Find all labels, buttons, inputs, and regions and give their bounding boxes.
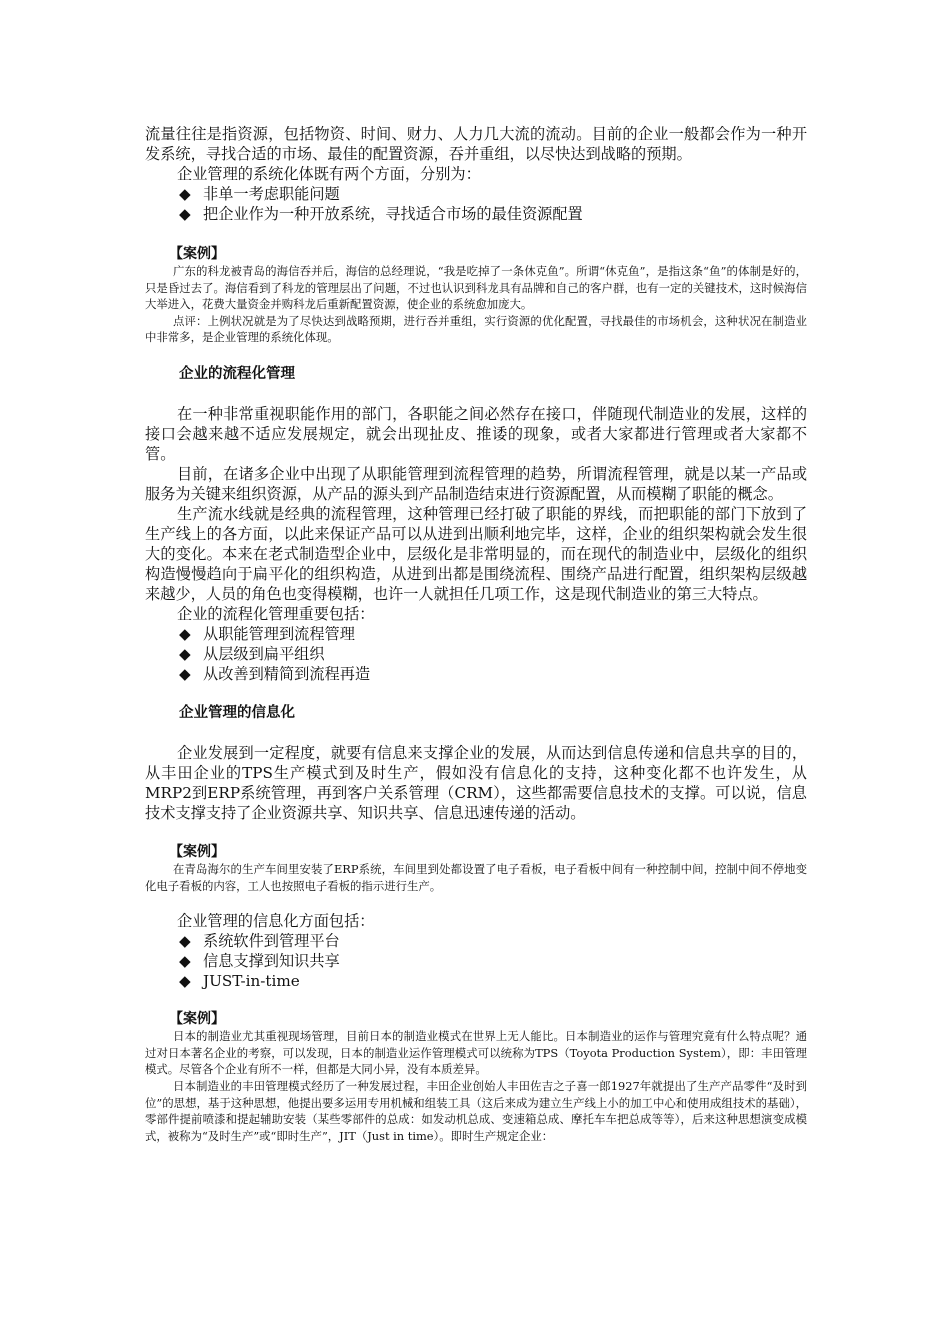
case-comment: 点评：上例状况就是为了尽快达到战略预期，进行吞并重组，实行资源的优化配置，寻找最佳的市场机会，这种状况在制造业中非常多，是企业管理的系统化体现。	[145, 313, 807, 345]
list-item: ◆ 非单一考虑职能问题	[179, 185, 340, 203]
paragraph: 在一种非常重视职能作用的部门，各职能之间必然存在接口，伴随现代制造业的发展，这样的接口会越来越不适应发展规定，就会出现扯皮、推诿的现象，或者大家都进行管理或者大家都不管。	[145, 404, 807, 463]
diamond-bullet-icon: ◆	[179, 932, 191, 951]
list-item: ◆ 把企业作为一种开放系统，寻找适合市场的最佳资源配置	[179, 205, 583, 223]
case-text: 日本的制造业尤其重视现场管理，目前日本的制造业模式在世界上无人能比。日本制造业的运作与管理究竟有什么特点呢？通过对日本著名企业的考察，可以发现，日本的制造业运作管理模式可以统称为TPS（Toyota Production System），即：丰田管理模式。尽管各个企业有所不一样，但都是大同小异，没有本质差异。	[145, 1029, 807, 1077]
document-page	[145, 124, 807, 1144]
diamond-bullet-icon: ◆	[179, 952, 191, 971]
section-heading: 企业的流程化管理	[179, 365, 295, 382]
case-text: 在青岛海尔的生产车间里安装了ERP系统，车间里到处都设置了电子看板，电子看板中间有一种控制中间，控制中间不停地变化电子看板的内容，工人也按照电子看板的指示进行生产。	[145, 861, 807, 893]
diamond-bullet-icon: ◆	[179, 664, 191, 683]
section2-lead: 企业的流程化管理重要包括：	[177, 604, 375, 623]
case-text: 广东的科龙被青岛的海信吞并后，海信的总经理说，“我是吃掉了一条休克鱼”。所谓“休克鱼”，是指这条“鱼”的体制是好的，只是昏过去了。海信看到了科龙的管理层出了问题，不过也认识到科龙具有品牌和自己的客户群，也有一定的关键技术，这时候海信大举进入，花费大量资金并购科龙后重新配置资源，使企业的系统愈加庞大。	[145, 264, 807, 312]
section1-lead: 企业管理的系统化体既有两个方面，分别为：	[177, 165, 481, 183]
list-item: ◆ 从职能管理到流程管理	[179, 624, 355, 643]
paragraph: 目前，在诸多企业中出现了从职能管理到流程管理的趋势，所谓流程管理，就是以某一产品或服务为关键来组织资源，从产品的源头到产品制造结束进行资源配置，从而模糊了职能的概念。	[145, 464, 807, 503]
diamond-bullet-icon: ◆	[179, 205, 191, 223]
case-title: 【案例】	[169, 1011, 225, 1028]
list-item: ◆ 信息支撑到知识共享	[179, 952, 340, 971]
section-heading: 企业管理的信息化	[179, 704, 295, 721]
paragraph: 企业发展到一定程度，就要有信息来支撑企业的发展，从而达到信息传递和信息共享的目的，从丰田企业的TPS生产模式到及时生产，假如没有信息化的支持，这种变化都不也许发生，从MRP2到ERP系统管理，再到客户关系管理（CRM），这些都需要信息技术的支撑。可以说，信息技术支撑支持了企业资源共享、知识共享、信息迅速传递的活动。	[145, 743, 807, 822]
paragraph: 生产流水线就是经典的流程管理，这种管理已经打破了职能的界线，而把职能的部门下放到了生产线上的各方面，以此来保证产品可以从进到出顺利地完毕，这样，企业的组织架构就会发生很大的变化。本来在老式制造型企业中，层级化是非常明显的，而在现代的制造业中，层级化的组织构造慢慢趋向于扁平化的组织构造，从进到出都是围绕流程、围绕产品进行配置，组织架构层级越来越少，人员的角色也变得模糊，也许一人就担任几项工作，这是现代制造业的第三大特点。	[145, 504, 807, 603]
diamond-bullet-icon: ◆	[179, 644, 191, 663]
list-item: ◆ 从改善到精简到流程再造	[179, 664, 371, 683]
list-item: ◆ JUST-in-time	[179, 972, 300, 991]
case-title: 【案例】	[169, 246, 225, 262]
list-item: ◆ 从层级到扁平组织	[179, 644, 325, 663]
diamond-bullet-icon: ◆	[179, 624, 191, 643]
list-item: ◆ 系统软件到管理平台	[179, 932, 340, 951]
section1-intro: 流量往往是指资源，包括物资、时间、财力、人力几大流的流动。目前的企业一般都会作为一种开发系统，寻找合适的市场、最佳的配置资源，吞并重组，以尽快达到战略的预期。	[145, 125, 807, 163]
diamond-bullet-icon: ◆	[179, 972, 191, 991]
section4-lead: 企业管理的信息化方面包括：	[177, 912, 375, 931]
diamond-bullet-icon: ◆	[179, 185, 191, 203]
case-text: 日本制造业的丰田管理模式经历了一种发展过程，丰田企业创始人丰田佐吉之子喜一郎1927年就提出了生产产品零件“及时到位”的思想，基于这种思想，他提出要多运用专用机械和组装工具（这后来成为建立生产线上小的加工中心和使用成组技术的基础），零部件提前喷漆和提起辅助安装（某些零部件的总成：如发动机总成、变速箱总成、摩托车车把总成等等），后来这种思想演变成模式，被称为“及时生产”或“即时生产”，JIT（Just in time）。即时生产规定企业：	[145, 1078, 807, 1143]
case-title: 【案例】	[169, 843, 225, 860]
